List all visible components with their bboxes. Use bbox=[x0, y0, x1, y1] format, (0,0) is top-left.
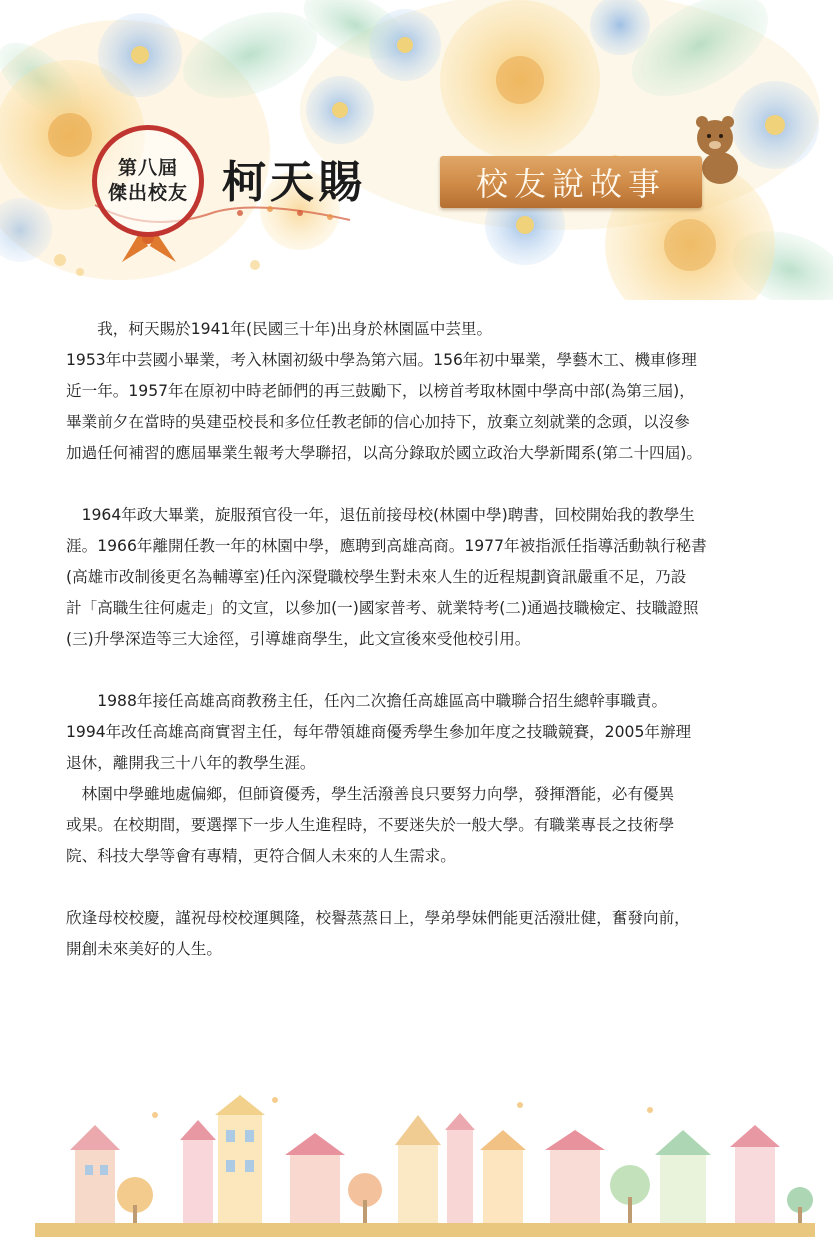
article-body bbox=[66, 314, 786, 965]
text-line: 欣逢母校校慶，謹祝母校校運興隆，校譽蒸蒸日上，學弟學妹們能更活潑壯健，奮發向前， bbox=[66, 909, 690, 927]
text-line: 退休，離開我三十八年的教學生涯。 bbox=[66, 754, 316, 772]
text-line: 林園中學雖地處偏鄉，但師資優秀，學生活潑善良只要努力向學，發揮潛能，必有優異 bbox=[66, 785, 675, 803]
text-line: 計「高職生往何處走」的文宣，以參加(一)國家普考、就業特考(二)通過技職檢定、技職證照 bbox=[66, 599, 699, 617]
text-line: (高雄市改制後更名為輔導室)任內深覺職校學生對未來人生的近程規劃資訊嚴重不足，乃設 bbox=[66, 568, 687, 586]
paragraph-wishes bbox=[66, 903, 786, 965]
badge-title: 傑出校友 bbox=[107, 182, 188, 204]
paragraph-career bbox=[66, 500, 786, 655]
watercolor-town-icon bbox=[0, 1085, 833, 1237]
paragraph-early-life bbox=[66, 314, 786, 469]
text-line: 開創未來美好的人生。 bbox=[66, 940, 222, 958]
footer-town-illustration bbox=[0, 1085, 833, 1237]
text-line: (三)升學深造等三大途徑，引導雄商學生，此文宣後來受他校引用。 bbox=[66, 630, 531, 648]
badge-session: 第八屆 bbox=[117, 157, 178, 179]
paragraph-spacer bbox=[66, 655, 786, 686]
text-line: 畢業前夕在當時的吳建亞校長和多位任教老師的信心加持下，放棄立刻就業的念頭，以沒參 bbox=[66, 413, 690, 431]
text-line: 我，柯天賜於1941年(民國三十年)出身於林園區中芸里。 bbox=[66, 320, 493, 338]
text-line: 1964年政大畢業，旋服預官役一年，退伍前接母校(林園中學)聘書，回校開始我的教學生 bbox=[66, 506, 695, 524]
header-banner bbox=[0, 0, 833, 300]
text-line: 加過任何補習的應屆畢業生報考大學聯招，以高分錄取於國立政治大學新聞系(第二十四屆)。 bbox=[66, 444, 702, 462]
text-line: 1953年中芸國小畢業，考入林園初級中學為第六屆。156年初中畢業，學藝木工、機車修理 bbox=[66, 351, 697, 369]
text-line: 近一年。1957年在原初中時老師們的再三鼓勵下，以榜首考取林園中學高中部(為第三屆)， bbox=[66, 382, 695, 400]
text-line: 1988年接任高雄高商教務主任，任內二次擔任高雄區高中職聯合招生總幹事職責。 bbox=[66, 692, 668, 710]
signboard-title: 校友說故事 bbox=[475, 165, 666, 203]
story-signboard bbox=[440, 156, 702, 208]
text-line: 或果。在校期間，要選擇下一步人生進程時，不要迷失於一般大學。有職業專長之技術學 bbox=[66, 816, 675, 834]
text-line: 涯。1966年離開任教一年的林園中學，應聘到高雄高商。1977年被指派任指導活動執行秘書 bbox=[66, 537, 707, 555]
alumni-name: 柯天賜 bbox=[222, 157, 366, 208]
text-line: 1994年改任高雄高商實習主任，每年帶領雄商優秀學生參加年度之技職競賽，2005年辦理 bbox=[66, 723, 692, 741]
paragraph-spacer bbox=[66, 872, 786, 903]
alumni-badge bbox=[92, 125, 204, 237]
paragraph-later-career bbox=[66, 686, 786, 872]
text-line: 院、科技大學等會有專精，更符合個人未來的人生需求。 bbox=[66, 847, 456, 865]
paragraph-spacer bbox=[66, 469, 786, 500]
